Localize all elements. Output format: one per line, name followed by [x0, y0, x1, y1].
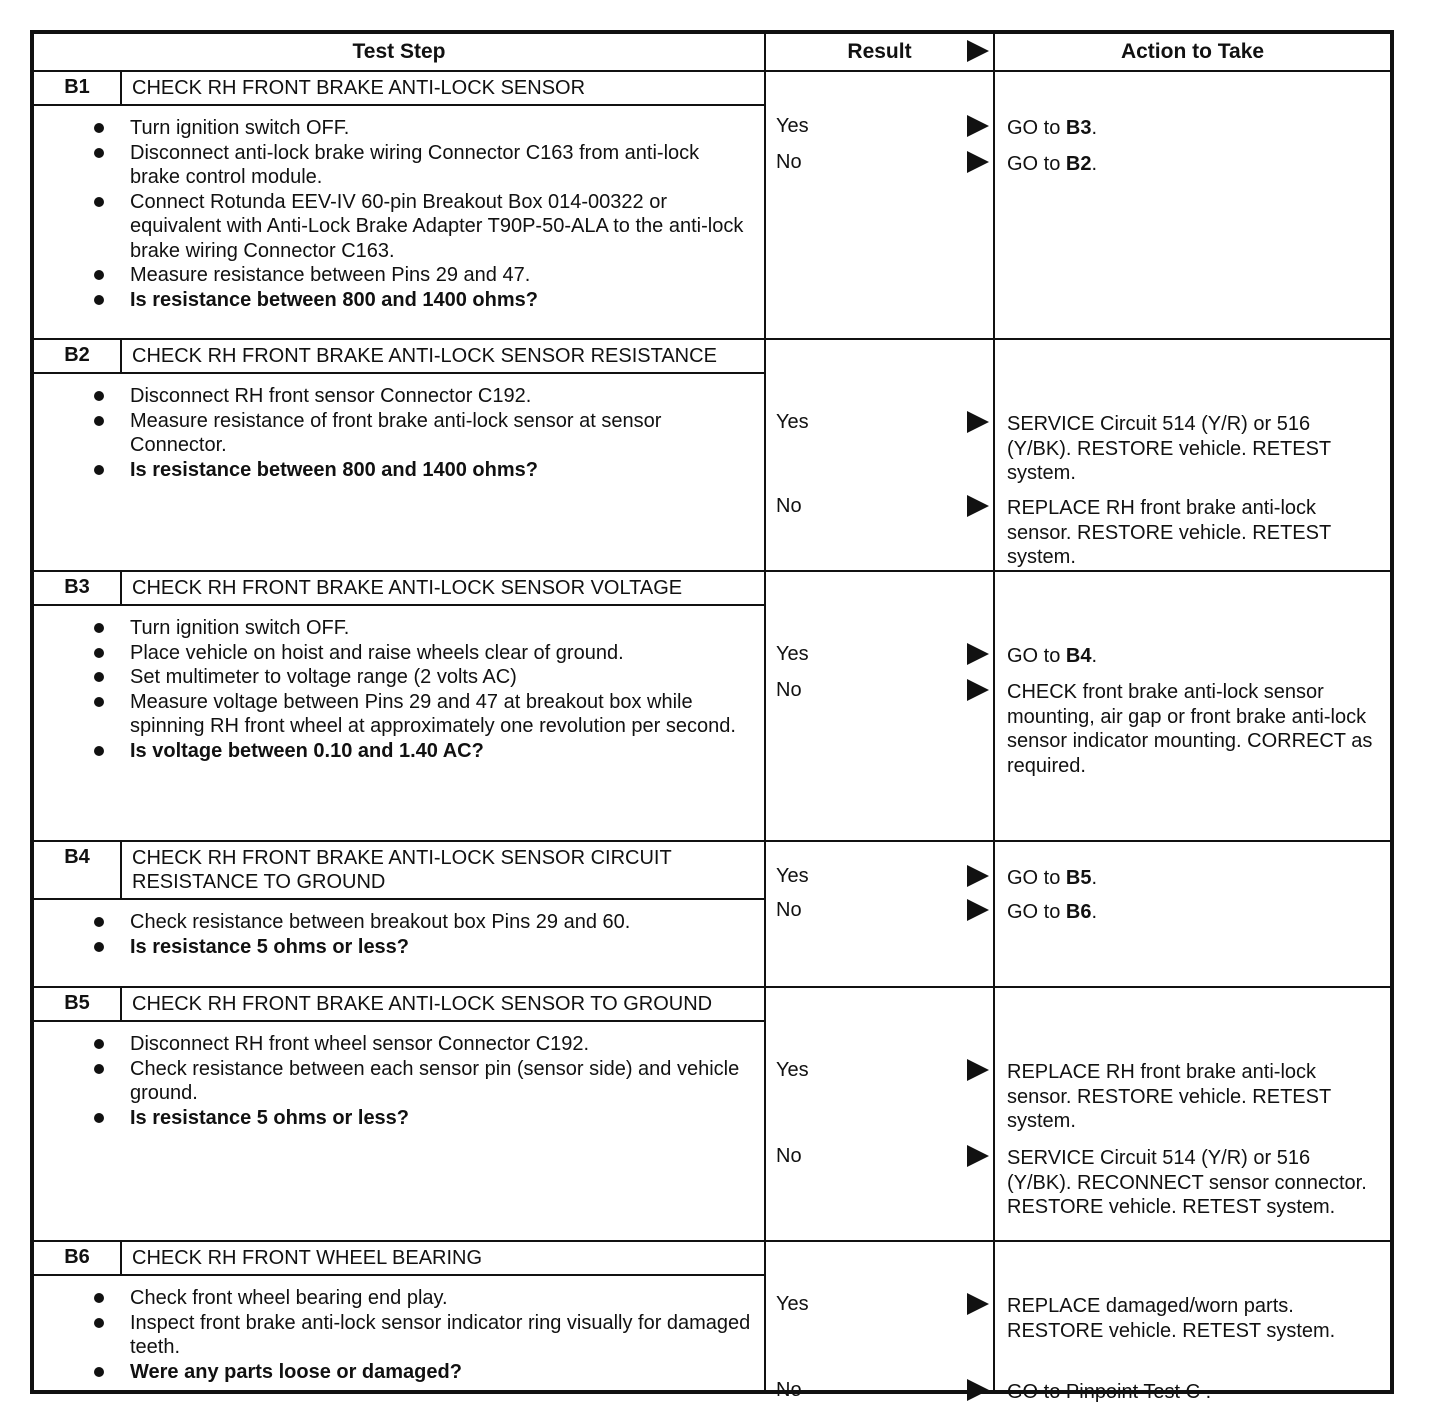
step-cell	[33, 841, 765, 987]
arrow-right-icon	[967, 865, 989, 887]
action-main: SERVICE Circuit 514 (Y/R) or 516 (Y/BK). RECONNECT sensor connector. RESTORE vehicle. RETEST system.	[1007, 1147, 1367, 1218]
action-text	[1007, 496, 1380, 570]
result-no	[776, 494, 989, 520]
action-text	[1007, 1060, 1380, 1134]
instruction-item: Measure resistance of front brake anti-lock sensor at sensor Connector.	[130, 409, 752, 458]
action-step-ref: B5	[1065, 867, 1092, 889]
step-header	[34, 988, 764, 1022]
step-cell	[33, 1241, 765, 1391]
arrow-right-icon	[967, 411, 989, 433]
pinpoint-test-table	[30, 30, 1394, 1403]
step-question: Were any parts loose or damaged?	[130, 1360, 752, 1385]
action-end: .	[1091, 867, 1098, 889]
step-id: B4	[34, 842, 122, 898]
instruction-item: Disconnect anti-lock brake wiring Connector C163 from anti-lock brake control module.	[130, 141, 752, 190]
test-step-row	[33, 571, 1391, 841]
instruction-item: Inspect front brake anti-lock sensor indicator ring visually for damaged teeth.	[130, 1311, 751, 1358]
instruction-item: Check resistance between breakout box Pins 29 and 60.	[130, 910, 752, 935]
result-yes	[776, 1292, 989, 1318]
result-yes	[776, 410, 989, 436]
action-main: SERVICE Circuit 514 (Y/R) or 516 (Y/BK). RESTORE vehicle. RETEST system.	[1007, 413, 1331, 484]
result-label: No	[776, 679, 802, 701]
action-end: .	[1091, 645, 1098, 667]
arrow-right-icon	[967, 899, 989, 921]
test-step-row	[33, 987, 1391, 1241]
step-cell	[33, 71, 765, 339]
action-main: REPLACE RH front brake anti-lock sensor. RESTORE vehicle. RETEST system.	[1007, 1061, 1331, 1132]
result-yes	[776, 114, 989, 140]
action-main: GO to	[1007, 153, 1066, 175]
action-main: GO to Pinpoint Test C .	[1007, 1381, 1212, 1403]
action-text	[1007, 1294, 1380, 1343]
step-header	[34, 340, 764, 374]
result-label: No	[776, 151, 802, 173]
instruction-list	[34, 900, 764, 965]
result-label: Yes	[776, 115, 809, 137]
arrow-right-icon	[967, 40, 989, 62]
action-step-ref: B4	[1065, 645, 1092, 667]
test-step-row	[33, 339, 1391, 571]
action-step-ref: B2	[1065, 153, 1092, 175]
action-text	[1007, 1146, 1380, 1220]
action-text	[1007, 1380, 1380, 1405]
instruction-item: Place vehicle on hoist and raise wheels clear of ground.	[130, 641, 752, 666]
header-result-label: Result	[847, 40, 912, 63]
step-title: CHECK RH FRONT BRAKE ANTI-LOCK SENSOR	[132, 77, 586, 99]
test-step-row	[33, 841, 1391, 987]
result-yes	[776, 864, 989, 890]
action-main: GO to	[1007, 867, 1066, 889]
result-cell	[765, 339, 994, 571]
step-title: CHECK RH FRONT BRAKE ANTI-LOCK SENSOR TO GROUND	[132, 993, 713, 1015]
result-yes	[776, 642, 989, 668]
result-cell	[765, 1241, 994, 1401]
result-label: Yes	[776, 1059, 809, 1081]
result-label: Yes	[776, 643, 809, 665]
instruction-item: Connect Rotunda EEV-IV 60-pin Breakout Box 014-00322 or equivalent with Anti-Lock Brake Adapter T90P-50-ALA to the anti-lock brake wiring Connector C163.	[130, 190, 752, 264]
action-text	[1007, 412, 1380, 486]
step-cell	[33, 987, 765, 1241]
header-test-step: Test Step	[33, 33, 765, 71]
step-question: Is resistance 5 ohms or less?	[130, 935, 752, 960]
action-text	[1007, 152, 1380, 177]
result-label: No	[776, 899, 802, 921]
step-title: CHECK RH FRONT BRAKE ANTI-LOCK SENSOR VOLTAGE	[132, 577, 683, 599]
action-step-ref: B6	[1065, 901, 1092, 923]
instruction-item: Check resistance between each sensor pin (sensor side) and vehicle ground.	[130, 1057, 752, 1106]
action-cell	[994, 1241, 1391, 1403]
instruction-item: Disconnect RH front sensor Connector C192.	[130, 384, 752, 409]
result-label: No	[776, 1379, 802, 1401]
result-no	[776, 1144, 989, 1170]
instruction-list	[34, 374, 764, 488]
arrow-right-icon	[967, 679, 989, 701]
action-main: GO to	[1007, 901, 1066, 923]
instruction-item: Set multimeter to voltage range (2 volts AC)	[130, 665, 752, 690]
action-text	[1007, 116, 1380, 141]
step-header	[34, 72, 764, 106]
action-cell	[994, 841, 1391, 987]
instruction-item: Check front wheel bearing end play.	[130, 1286, 752, 1311]
step-id: B5	[34, 988, 122, 1020]
action-cell	[994, 987, 1391, 1241]
result-cell	[765, 71, 994, 339]
step-title: CHECK RH FRONT BRAKE ANTI-LOCK SENSOR CIRCUIT RESISTANCE TO GROUND	[132, 847, 672, 893]
result-cell	[765, 841, 994, 987]
action-step-ref: B3	[1065, 117, 1092, 139]
action-main: REPLACE damaged/worn parts. RESTORE vehicle. RETEST system.	[1007, 1295, 1336, 1342]
instruction-item: Disconnect RH front wheel sensor Connector C192.	[130, 1032, 752, 1057]
header-row	[33, 33, 1391, 71]
result-cell	[765, 571, 994, 841]
step-id: B2	[34, 340, 122, 372]
arrow-right-icon	[967, 643, 989, 665]
step-question: Is resistance 5 ohms or less?	[130, 1106, 752, 1131]
action-cell	[994, 571, 1391, 841]
result-no	[776, 150, 989, 176]
test-step-row	[33, 71, 1391, 339]
instruction-item: Measure resistance between Pins 29 and 47.	[130, 263, 752, 288]
step-header	[34, 572, 764, 606]
action-text	[1007, 900, 1380, 925]
instruction-list	[34, 606, 764, 769]
arrow-right-icon	[967, 495, 989, 517]
result-no	[776, 678, 989, 704]
arrow-right-icon	[967, 1059, 989, 1081]
step-header	[34, 842, 764, 900]
action-cell	[994, 339, 1391, 571]
action-end: .	[1091, 153, 1098, 175]
result-cell	[765, 987, 994, 1241]
action-cell	[994, 71, 1391, 339]
step-cell	[33, 571, 765, 841]
action-end: .	[1091, 117, 1098, 139]
arrow-right-icon	[967, 1293, 989, 1315]
action-main: CHECK front brake anti-lock sensor mounting, air gap or front brake anti-lock sensor indicator mounting. CORRECT as required.	[1007, 681, 1373, 777]
instruction-item: Turn ignition switch OFF.	[130, 616, 752, 641]
test-step-row	[33, 1241, 1391, 1391]
result-yes	[776, 1058, 989, 1084]
step-cell	[33, 339, 765, 571]
result-label: Yes	[776, 411, 809, 433]
result-label: Yes	[776, 865, 809, 887]
result-label: No	[776, 1145, 802, 1167]
action-text	[1007, 680, 1380, 778]
step-title: CHECK RH FRONT BRAKE ANTI-LOCK SENSOR RESISTANCE	[132, 345, 717, 367]
header-result	[765, 33, 994, 71]
step-question: Is voltage between 0.10 and 1.40 AC?	[130, 739, 752, 764]
action-main: GO to	[1007, 645, 1066, 667]
result-label: Yes	[776, 1293, 809, 1315]
step-id: B3	[34, 572, 122, 604]
arrow-right-icon	[967, 151, 989, 173]
step-question: Is resistance between 800 and 1400 ohms?	[130, 288, 752, 313]
instruction-list	[34, 106, 764, 318]
header-action: Action to Take	[994, 33, 1391, 71]
result-no	[776, 898, 989, 924]
action-main: GO to	[1007, 117, 1066, 139]
instruction-item: Turn ignition switch OFF.	[130, 116, 752, 141]
action-main: REPLACE RH front brake anti-lock sensor. RESTORE vehicle. RETEST system.	[1007, 497, 1331, 568]
arrow-right-icon	[967, 1145, 989, 1167]
step-header	[34, 1242, 764, 1276]
instruction-item: Measure voltage between Pins 29 and 47 at breakout box while spinning RH front wheel at approximately one revolution per second.	[130, 690, 752, 739]
action-text	[1007, 644, 1380, 669]
arrow-right-icon	[967, 1379, 989, 1401]
instruction-list	[34, 1276, 764, 1390]
result-no	[776, 1378, 989, 1404]
step-title: CHECK RH FRONT WHEEL BEARING	[132, 1247, 483, 1269]
step-question: Is resistance between 800 and 1400 ohms?	[130, 458, 752, 483]
test-table	[32, 32, 1392, 1403]
arrow-right-icon	[967, 115, 989, 137]
result-label: No	[776, 495, 802, 517]
step-id: B1	[34, 72, 122, 104]
step-id: B6	[34, 1242, 122, 1274]
action-text	[1007, 866, 1380, 891]
instruction-list	[34, 1022, 764, 1136]
action-end: .	[1091, 901, 1098, 923]
